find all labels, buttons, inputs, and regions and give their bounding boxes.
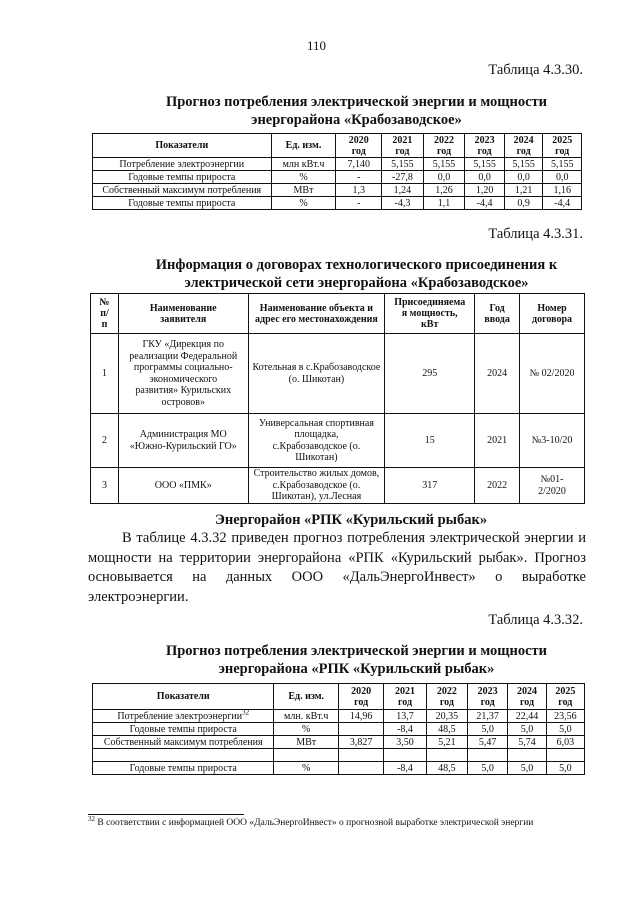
table-cell: 5,0 <box>546 762 584 775</box>
table-cell: №3-10/20 <box>520 414 585 468</box>
table-cell: 0,0 <box>543 171 582 184</box>
table-cell: 5,0 <box>468 723 508 736</box>
table-cell: 2024 <box>475 334 520 414</box>
table-cell: 2 <box>91 414 119 468</box>
table-cell: 1,21 <box>504 184 543 197</box>
table-cell: 5,47 <box>468 736 508 749</box>
table-cell: 1,3 <box>336 184 382 197</box>
table-cell: 3 <box>91 468 119 504</box>
table-cell: ГКУ «Дирекция по реализации Федеральной программы социально- экономического развития» Курильских островов» <box>118 334 248 414</box>
footnote <box>88 814 568 829</box>
table-cell: 5,0 <box>508 723 546 736</box>
table-title <box>40 256 633 292</box>
table-title <box>40 93 633 129</box>
table-title <box>40 642 633 678</box>
table-cell: 13,7 <box>384 710 426 723</box>
column-header: Показатели <box>93 684 274 710</box>
column-header: 2025 год <box>546 684 584 710</box>
table-cell <box>338 762 383 775</box>
table-cell: 21,37 <box>468 710 508 723</box>
table-cell: 14,96 <box>338 710 383 723</box>
table-row <box>93 197 582 210</box>
table-cell: 1,20 <box>465 184 505 197</box>
table-cell: 7,140 <box>336 158 382 171</box>
table-cell: 5,155 <box>423 158 465 171</box>
table-cell: -4,4 <box>465 197 505 210</box>
table-cell: -4,4 <box>543 197 582 210</box>
column-header: Год ввода <box>475 294 520 334</box>
table-cell: % <box>271 197 336 210</box>
footnote-mark: 32 <box>88 814 95 823</box>
table-cell: 0,0 <box>423 171 465 184</box>
table-cell: 23,56 <box>546 710 584 723</box>
table-cell: 1 <box>91 334 119 414</box>
table-cell: 1,26 <box>423 184 465 197</box>
table-cell: 6,03 <box>546 736 584 749</box>
table-cell: 5,0 <box>508 762 546 775</box>
column-header: Номер договора <box>520 294 585 334</box>
table-cell: 5,155 <box>504 158 543 171</box>
table-header-row <box>91 294 585 334</box>
table-cell: 1,1 <box>423 197 465 210</box>
table-row <box>93 736 585 749</box>
page-number: 110 <box>306 38 327 53</box>
table-row <box>93 710 585 723</box>
table-cell: Годовые темпы прироста <box>93 197 272 210</box>
table-cell: № 02/2020 <box>520 334 585 414</box>
table-cell: 48,5 <box>426 723 467 736</box>
table-cell: 22,44 <box>508 710 546 723</box>
table-title-line: энергорайона «Крабозаводское» <box>251 112 462 128</box>
table-cell: 0,0 <box>465 171 505 184</box>
column-header: Наименование объекта и адрес его местонахождения <box>248 294 385 334</box>
table-cell <box>426 749 467 762</box>
table-cell: 3,50 <box>384 736 426 749</box>
column-header: 2020 год <box>338 684 383 710</box>
column-header: 2022 год <box>423 134 465 158</box>
table-cell: 5,155 <box>543 158 582 171</box>
column-header: 2021 год <box>384 684 426 710</box>
column-header: 2024 год <box>504 134 543 158</box>
table-cell: 0,0 <box>504 171 543 184</box>
consumption-table-rpk <box>92 683 585 775</box>
table-cell: Администрация МО «Южно-Курильский ГО» <box>118 414 248 468</box>
table-cell: Потребление электроэнергии <box>93 158 272 171</box>
table-cell: №01- 2/2020 <box>520 468 585 504</box>
table-row <box>91 468 585 504</box>
table-cell: % <box>274 762 339 775</box>
table-cell: 0,9 <box>504 197 543 210</box>
column-header: № п/ п <box>91 294 119 334</box>
table-title-line: Прогноз потребления электрической энергии и мощности <box>165 643 548 659</box>
table-cell: 5,74 <box>508 736 546 749</box>
table-cell: 5,0 <box>546 723 584 736</box>
table-cell: 295 <box>385 334 475 414</box>
table-row <box>93 723 585 736</box>
table-label: Таблица 4.3.30. <box>488 62 583 78</box>
connection-contracts-table <box>90 293 585 504</box>
table-cell: Универсальная спортивная площадка, с.Крабозаводское (о. Шикотан) <box>248 414 385 468</box>
table-cell <box>93 710 274 723</box>
table-cell: 1,16 <box>543 184 582 197</box>
table-header-row <box>93 684 585 710</box>
table-header-row <box>93 134 582 158</box>
table-cell <box>468 749 508 762</box>
table-cell <box>508 749 546 762</box>
table-cell: Годовые темпы прироста <box>93 723 274 736</box>
column-header: Ед. изм. <box>274 684 339 710</box>
table-title-line: энергорайона «РПК «Курильский рыбак» <box>218 661 495 677</box>
table-cell: Годовые темпы прироста <box>93 171 272 184</box>
table-cell: -4,3 <box>382 197 424 210</box>
column-header: Наименование заявителя <box>118 294 248 334</box>
table-cell: 5,155 <box>382 158 424 171</box>
column-header: 2023 год <box>465 134 505 158</box>
column-header: 2021 год <box>382 134 424 158</box>
table-title-line: Информация о договорах технологического присоединения к <box>155 257 558 273</box>
table-label: Таблица 4.3.32. <box>488 612 583 628</box>
section-paragraph: В таблице 4.3.32 приведен прогноз потребления электрической энергии и мощности на территории энергорайона «РПК «Курильский рыбак». Прогноз основывается на данных ООО «ДальЭнергоИнвест» о выработке электроэнергии. <box>88 530 586 605</box>
section-heading: Энергорайон «РПК «Курильский рыбак» <box>215 512 488 528</box>
table-cell <box>546 749 584 762</box>
table-row <box>93 762 585 775</box>
table-cell: ООО «ПМК» <box>118 468 248 504</box>
column-header: Показатели <box>93 134 272 158</box>
table-cell <box>274 749 339 762</box>
table-cell: 5,0 <box>468 762 508 775</box>
table-cell: % <box>271 171 336 184</box>
column-header: 2020 год <box>336 134 382 158</box>
table-cell: % <box>274 723 339 736</box>
table-cell: 48,5 <box>426 762 467 775</box>
table-cell: -8,4 <box>384 723 426 736</box>
column-header: 2023 год <box>468 684 508 710</box>
table-cell: 5,21 <box>426 736 467 749</box>
table-cell: Годовые темпы прироста <box>93 762 274 775</box>
table-row <box>93 158 582 171</box>
footnote-ref: 32 <box>242 708 250 717</box>
table-cell: млн. кВт.ч <box>274 710 339 723</box>
column-header: 2025 год <box>543 134 582 158</box>
table-title-line: электрической сети энергорайона «Крабозаводское» <box>184 275 529 291</box>
column-header: Ед. изм. <box>271 134 336 158</box>
table-cell: 20,35 <box>426 710 467 723</box>
table-cell: -27,8 <box>382 171 424 184</box>
table-cell: 2022 <box>475 468 520 504</box>
table-cell: 317 <box>385 468 475 504</box>
table-cell: - <box>336 197 382 210</box>
table-cell: МВт <box>274 736 339 749</box>
column-header: Присоединяема я мощность, кВт <box>385 294 475 334</box>
table-cell: Собственный максимум потребления <box>93 736 274 749</box>
row-label: Потребление электроэнергии <box>117 710 243 722</box>
column-header: 2024 год <box>508 684 546 710</box>
table-cell: 5,155 <box>465 158 505 171</box>
table-cell: - <box>336 171 382 184</box>
table-cell: Строительство жилых домов, с.Крабозаводское (о. Шикотан), ул.Лесная <box>248 468 385 504</box>
table-row <box>93 749 585 762</box>
column-header: 2022 год <box>426 684 467 710</box>
table-cell: Собственный максимум потребления <box>93 184 272 197</box>
table-cell: 2021 <box>475 414 520 468</box>
footnote-divider <box>88 814 244 815</box>
footnote-text: В соответствии с информацией ООО «ДальЭнергоИнвест» о прогнозной выработке электрической энергии <box>95 818 534 828</box>
table-cell <box>384 749 426 762</box>
table-cell: Котельная в с.Крабозаводское (о. Шикотан) <box>248 334 385 414</box>
table-row <box>93 171 582 184</box>
table-cell: МВт <box>271 184 336 197</box>
table-title-line: Прогноз потребления электрической энергии и мощности <box>165 94 548 110</box>
table-cell: -8,4 <box>384 762 426 775</box>
table-cell: 15 <box>385 414 475 468</box>
consumption-table-krabozavodskoe <box>92 133 582 210</box>
table-row <box>93 184 582 197</box>
table-cell <box>338 749 383 762</box>
table-cell <box>93 749 274 762</box>
table-cell: 3,827 <box>338 736 383 749</box>
table-row <box>91 334 585 414</box>
table-label: Таблица 4.3.31. <box>488 226 583 242</box>
table-row <box>91 414 585 468</box>
table-cell <box>338 723 383 736</box>
table-cell: 1,24 <box>382 184 424 197</box>
table-cell: млн кВт.ч <box>271 158 336 171</box>
